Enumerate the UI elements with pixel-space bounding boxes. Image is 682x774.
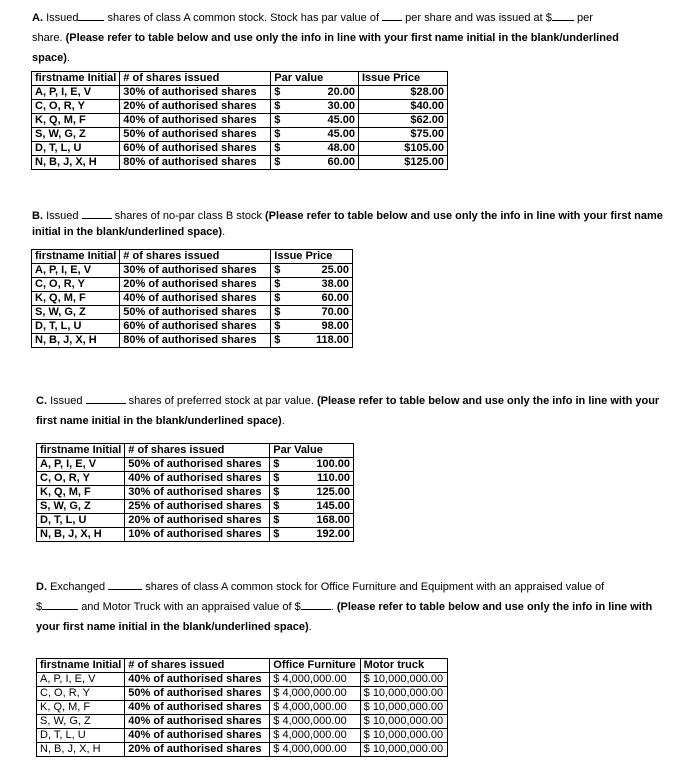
cell-shares: 30% of authorised shares	[120, 86, 271, 100]
cell-par: 60.00	[287, 156, 358, 170]
table-row	[37, 729, 448, 743]
section-a-shares-blank[interactable]	[78, 9, 104, 21]
cell-price: $28.00	[359, 86, 448, 100]
section-d-text-2: shares of class A common stock for Office Furniture and Equipment with an appraised value of	[145, 581, 605, 593]
section-a-text	[32, 8, 672, 68]
table-row	[32, 128, 448, 142]
section-d-truck-blank[interactable]	[301, 598, 331, 610]
cell-par: 48.00	[287, 142, 358, 156]
section-c-letter: C.	[36, 395, 47, 407]
table-row	[37, 528, 354, 542]
table-header-row	[37, 659, 448, 673]
cell-par: 20.00	[287, 86, 358, 100]
section-a-text-5: share.	[32, 32, 63, 44]
cell-shares: 20% of authorised shares	[125, 743, 270, 757]
section-b-shares-blank[interactable]	[82, 207, 112, 219]
table-row	[37, 743, 448, 757]
cell-par: 192.00	[286, 528, 353, 542]
section-a-text-6: space)	[32, 52, 67, 64]
cell-currency: $	[270, 514, 287, 528]
table-row	[32, 278, 353, 292]
cell-par: 30.00	[287, 100, 358, 114]
cell-shares: 40% of authorised shares	[125, 715, 270, 729]
cell-initial: C, O, R, Y	[37, 472, 125, 486]
header-initial: firstname Initial	[37, 444, 125, 458]
cell-price: $40.00	[359, 100, 448, 114]
cell-truck: $ 10,000,000.00	[360, 715, 447, 729]
cell-initial: C, O, R, Y	[32, 278, 120, 292]
section-d-instruction: (Please refer to table below and use only the info in line with your first name initial in the blank/underlined space)	[36, 601, 653, 633]
table-row	[37, 701, 448, 715]
table-header-row	[37, 444, 354, 458]
cell-price: 70.00	[287, 306, 352, 320]
cell-shares: 30% of authorised shares	[125, 486, 270, 500]
header-price: Issue Price	[271, 250, 353, 264]
cell-initial: A, P, I, E, V	[32, 264, 120, 278]
cell-shares: 30% of authorised shares	[120, 264, 271, 278]
cell-currency: $	[270, 472, 287, 486]
header-initial: firstname Initial	[32, 72, 120, 86]
section-c-instruction: (Please refer to table below and use only the info in line with your first name initial in the blank/underlined space)	[36, 395, 660, 427]
cell-currency: $	[270, 500, 287, 514]
cell-shares: 40% of authorised shares	[120, 292, 271, 306]
table-row	[32, 156, 448, 170]
cell-price: 118.00	[287, 334, 352, 348]
cell-price: 60.00	[287, 292, 352, 306]
section-a-text-3: per share and was issued at $	[405, 12, 552, 24]
cell-initial: N, B, J, X, H	[37, 528, 125, 542]
cell-office: $ 4,000,000.00	[270, 701, 360, 715]
section-d-text-6: .	[308, 621, 312, 633]
table-row	[32, 114, 448, 128]
section-c-text-2: shares of preferred stock at par value.	[128, 395, 314, 407]
section-b-text-issued: Issued	[46, 210, 79, 222]
cell-currency: $	[271, 128, 288, 142]
header-initial: firstname Initial	[32, 250, 120, 264]
cell-initial: N, B, J, X, H	[32, 156, 120, 170]
section-c-table	[36, 443, 354, 542]
section-c-text	[36, 391, 676, 431]
header-office: Office Furniture	[270, 659, 360, 673]
section-a-letter: A.	[32, 12, 43, 24]
section-a-par-blank[interactable]	[382, 9, 402, 21]
cell-truck: $ 10,000,000.00	[360, 687, 447, 701]
cell-initial: S, W, G, Z	[37, 715, 125, 729]
cell-initial: A, P, I, E, V	[32, 86, 120, 100]
cell-shares: 40% of authorised shares	[125, 729, 270, 743]
cell-price: 38.00	[287, 278, 352, 292]
cell-shares: 40% of authorised shares	[125, 673, 270, 687]
header-shares: # of shares issued	[125, 444, 270, 458]
cell-office: $ 4,000,000.00	[270, 715, 360, 729]
section-d-text-5: .	[330, 601, 334, 613]
section-b-letter: B.	[32, 210, 43, 222]
table-row	[37, 500, 354, 514]
cell-initial: A, P, I, E, V	[37, 673, 125, 687]
header-price: Issue Price	[359, 72, 448, 86]
cell-shares: 10% of authorised shares	[125, 528, 270, 542]
cell-currency: $	[271, 142, 288, 156]
table-row	[32, 264, 353, 278]
cell-shares: 50% of authorised shares	[120, 128, 271, 142]
section-b-text-2: shares of no-par class B stock	[114, 210, 262, 222]
cell-shares: 50% of authorised shares	[120, 306, 271, 320]
table-row	[32, 86, 448, 100]
section-d-shares-blank[interactable]	[108, 578, 142, 590]
cell-initial: D, T, L, U	[32, 320, 120, 334]
table-row	[37, 486, 354, 500]
cell-shares: 80% of authorised shares	[120, 334, 271, 348]
cell-initial: K, Q, M, F	[37, 486, 125, 500]
cell-currency: $	[270, 458, 287, 472]
cell-initial: K, Q, M, F	[32, 292, 120, 306]
cell-shares: 40% of authorised shares	[120, 114, 271, 128]
section-a-text-4: per	[576, 12, 593, 24]
table-row	[37, 514, 354, 528]
section-d-text	[36, 577, 676, 637]
table-row	[37, 687, 448, 701]
section-a-text-issued: Issued	[46, 12, 79, 24]
cell-truck: $ 10,000,000.00	[360, 673, 447, 687]
cell-office: $ 4,000,000.00	[270, 729, 360, 743]
cell-par: 125.00	[286, 486, 353, 500]
cell-shares: 25% of authorised shares	[125, 500, 270, 514]
header-shares: # of shares issued	[120, 72, 271, 86]
section-a-price-blank[interactable]	[552, 9, 574, 21]
table-row	[32, 142, 448, 156]
table-row	[32, 100, 448, 114]
section-c-shares-blank[interactable]	[86, 392, 126, 404]
table-row	[32, 292, 353, 306]
section-c-text-3: .	[281, 415, 285, 427]
cell-price: $105.00	[359, 142, 448, 156]
cell-currency: $	[271, 320, 288, 334]
table-header-row	[32, 250, 353, 264]
cell-par: 168.00	[286, 514, 353, 528]
cell-currency: $	[270, 486, 287, 500]
section-d-office-blank[interactable]	[42, 598, 78, 610]
cell-price: $125.00	[359, 156, 448, 170]
cell-initial: A, P, I, E, V	[37, 458, 125, 472]
cell-par: 45.00	[287, 114, 358, 128]
section-d-text-3: $	[36, 601, 43, 613]
cell-shares: 40% of authorised shares	[125, 701, 270, 715]
cell-currency: $	[271, 156, 288, 170]
cell-shares: 60% of authorised shares	[120, 142, 271, 156]
cell-par: 145.00	[286, 500, 353, 514]
section-b-table	[31, 249, 353, 348]
table-header-row	[32, 72, 448, 86]
cell-price: $75.00	[359, 128, 448, 142]
cell-initial: D, T, L, U	[37, 514, 125, 528]
cell-initial: D, T, L, U	[32, 142, 120, 156]
cell-truck: $ 10,000,000.00	[360, 743, 447, 757]
cell-shares: 40% of authorised shares	[125, 472, 270, 486]
section-c-text-issued: Issued	[50, 395, 83, 407]
table-row	[32, 320, 353, 334]
cell-initial: N, B, J, X, H	[32, 334, 120, 348]
cell-currency: $	[271, 86, 288, 100]
cell-office: $ 4,000,000.00	[270, 687, 360, 701]
header-truck: Motor truck	[360, 659, 447, 673]
table-row	[32, 334, 353, 348]
cell-shares: 20% of authorised shares	[120, 100, 271, 114]
cell-price: $62.00	[359, 114, 448, 128]
header-par: Par value	[271, 72, 359, 86]
section-a-text-2: shares of class A common stock. Stock has par value of	[107, 12, 380, 24]
table-row	[37, 472, 354, 486]
section-a-text-7: .	[66, 52, 70, 64]
header-initial: firstname Initial	[37, 659, 125, 673]
cell-par: 110.00	[286, 472, 353, 486]
cell-shares: 80% of authorised shares	[120, 156, 271, 170]
cell-initial: K, Q, M, F	[32, 114, 120, 128]
cell-currency: $	[271, 306, 288, 320]
cell-office: $ 4,000,000.00	[270, 673, 360, 687]
cell-currency: $	[271, 100, 288, 114]
cell-currency: $	[271, 292, 288, 306]
cell-currency: $	[271, 264, 288, 278]
table-row	[37, 715, 448, 729]
cell-truck: $ 10,000,000.00	[360, 729, 447, 743]
section-d-letter: D.	[36, 581, 47, 593]
cell-office: $ 4,000,000.00	[270, 743, 360, 757]
header-shares: # of shares issued	[125, 659, 270, 673]
cell-initial: K, Q, M, F	[37, 701, 125, 715]
cell-initial: D, T, L, U	[37, 729, 125, 743]
header-shares: # of shares issued	[120, 250, 271, 264]
table-row	[37, 673, 448, 687]
cell-shares: 20% of authorised shares	[120, 278, 271, 292]
section-d-text-4: and Motor Truck with an appraised value of $	[81, 601, 301, 613]
cell-price: 98.00	[287, 320, 352, 334]
cell-currency: $	[271, 114, 288, 128]
cell-par: 45.00	[287, 128, 358, 142]
cell-shares: 20% of authorised shares	[125, 514, 270, 528]
cell-price: 25.00	[287, 264, 352, 278]
section-b-text-3: .	[222, 226, 226, 238]
section-b-text	[32, 207, 672, 240]
cell-shares: 50% of authorised shares	[125, 458, 270, 472]
cell-par: 100.00	[286, 458, 353, 472]
cell-shares: 50% of authorised shares	[125, 687, 270, 701]
section-a-instruction: (Please refer to table below and use only the info in line with your first name initial in the blank/underlined	[65, 32, 619, 44]
cell-currency: $	[271, 278, 288, 292]
table-row	[37, 458, 354, 472]
cell-currency: $	[270, 528, 287, 542]
cell-initial: S, W, G, Z	[32, 306, 120, 320]
cell-truck: $ 10,000,000.00	[360, 701, 447, 715]
cell-initial: C, O, R, Y	[32, 100, 120, 114]
cell-initial: C, O, R, Y	[37, 687, 125, 701]
cell-initial: S, W, G, Z	[37, 500, 125, 514]
cell-currency: $	[271, 334, 288, 348]
section-b-instruction: (Please refer to table below and use only the info in line with your first name initial in the blank/underlined space)	[32, 210, 663, 238]
section-d-text-exchanged: Exchanged	[50, 581, 106, 593]
section-a-table	[31, 71, 448, 170]
cell-shares: 60% of authorised shares	[120, 320, 271, 334]
cell-initial: S, W, G, Z	[32, 128, 120, 142]
cell-initial: N, B, J, X, H	[37, 743, 125, 757]
header-par: Par Value	[270, 444, 354, 458]
section-d-table	[36, 658, 448, 757]
table-row	[32, 306, 353, 320]
